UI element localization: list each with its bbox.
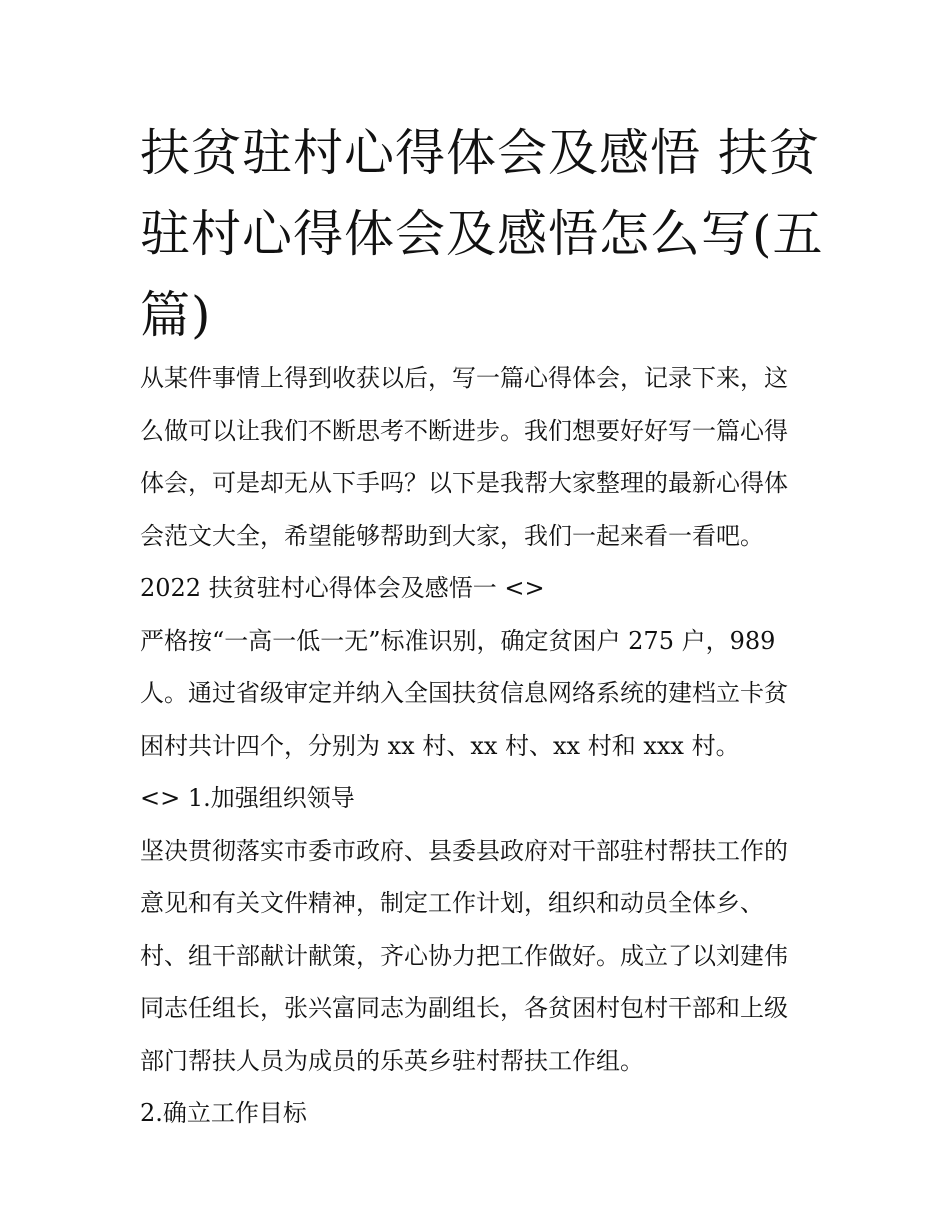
document-body <box>140 352 820 1140</box>
subsection-heading: <> 1.加强组织领导 <box>140 784 355 812</box>
intro-paragraph-line: 从某件事情上得到收获以后，写一篇心得体会，记录下来，这 <box>140 364 788 392</box>
paragraph-line: 意见和有关文件精神，制定工作计划，组织和动员全体乡、 <box>140 889 764 917</box>
title-line: 扶贫驻村心得体会及感悟 扶贫 <box>140 124 820 182</box>
paragraph-line: 严格按“一高一低一无”标准识别，确定贫困户 275 户，989 <box>140 626 776 655</box>
intro-paragraph-line: 体会，可是却无从下手吗？以下是我帮大家整理的最新心得体 <box>140 469 788 497</box>
paragraph-line: 困村共计四个，分别为 xx 村、xx 村、xx 村和 xxx 村。 <box>140 731 740 760</box>
paragraph-line: 村、组干部献计献策，齐心协力把工作做好。成立了以刘建伟 <box>140 941 788 970</box>
intro-paragraph-line: 么做可以让我们不断思考不断进步。我们想要好好写一篇心得 <box>140 416 788 445</box>
paragraph-line: 人。通过省级审定并纳入全国扶贫信息网络系统的建档立卡贫 <box>140 679 788 707</box>
intro-paragraph-line: 会范文大全，希望能够帮助到大家，我们一起来看一看吧。 <box>140 521 764 550</box>
subsection-heading: 2.确立工作目标 <box>140 1099 307 1127</box>
paragraph-line: 坚决贯彻落实市委市政府、县委县政府对干部驻村帮扶工作的 <box>140 836 788 865</box>
title-line: 驻村心得体会及感悟怎么写(五 <box>140 205 824 263</box>
document-title <box>140 113 824 356</box>
paragraph-line: 部门帮扶人员为成员的乐英乡驻村帮扶工作组。 <box>140 1046 644 1075</box>
title-line: 篇) <box>140 286 212 344</box>
section-heading: 2022 扶贫驻村心得体会及感悟一 <> <box>140 574 545 602</box>
paragraph-line: 同志任组长，张兴富同志为副组长，各贫困村包村干部和上级 <box>140 994 788 1022</box>
